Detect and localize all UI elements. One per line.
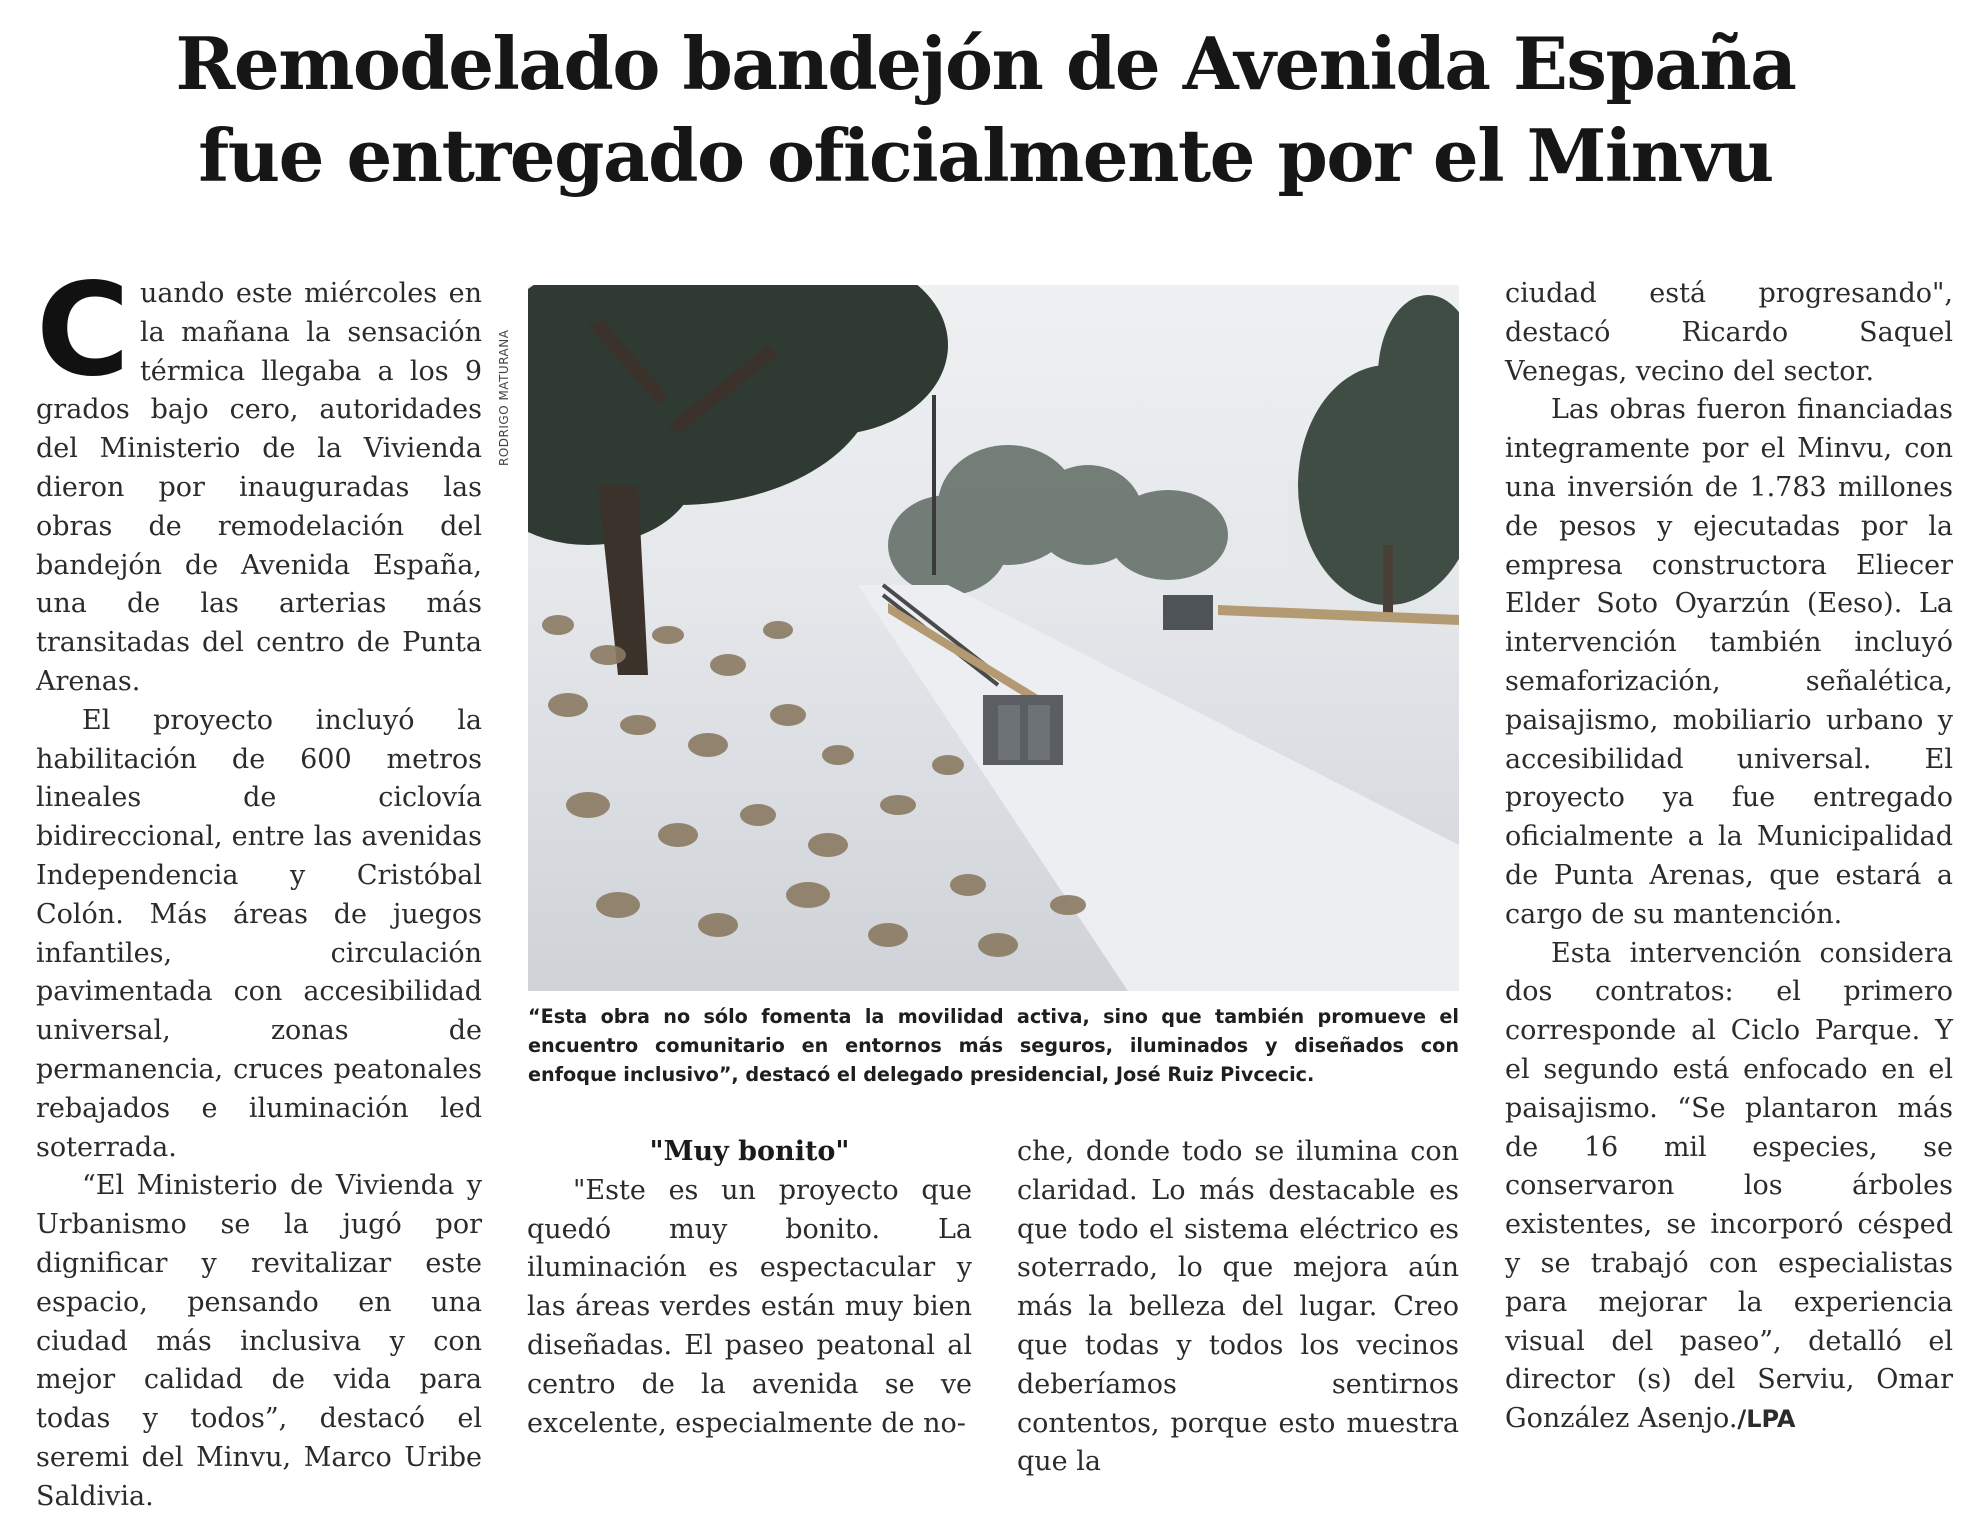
photo-caption: “Esta obra no sólo fomenta la movilidad activa, sino que también promueve el encuentro comunitario en entornos más seguros, iluminados y diseñados con enfoque inclusivo”, destacó el delegado presidencial, José Ruiz Pivcecic. <box>528 1005 1459 1086</box>
paragraph-1-text: uando este miércoles en la mañana la sensación térmica llegaba a los 9 grados bajo cero, autoridades del Ministerio de la Vivienda dieron por inauguradas las obras de remodelación del bandejón de Avenida España, una de las arterias más transitadas del centro de Punta Arenas. <box>36 278 482 697</box>
subhead: "Muy bonito" <box>649 1136 850 1167</box>
snowy-park-illustration <box>528 285 1459 991</box>
drop-cap: C <box>36 256 130 405</box>
paragraph-6 <box>1505 935 1953 1439</box>
article-column-4 <box>1505 275 1953 1439</box>
headline-line-1: Remodelado bandejón de Avenida España <box>175 21 1796 106</box>
paragraph-5: Las obras fueron financiadas integramente por el Minvu, con una inversión de 1.783 millones de pesos y ejecutadas por la empresa constructora Eliecer Elder Soto Oyarzún (Eeso). La intervención también incluyó semaforización, señalética, paisajismo, mobiliario urbano y accesibilidad universal. El proyecto ya fue entregado oficialmente a la Municipalidad de Punta Arenas, que estará a cargo de su mantención. <box>1505 394 1953 930</box>
article-column-2 <box>527 1133 972 1443</box>
headline-line-2: fue entregado oficialmente por el Minvu <box>198 113 1773 198</box>
photo-credit: RODRIGO MATURANA <box>497 329 511 466</box>
article-column-1 <box>36 256 482 1517</box>
article-photo <box>528 285 1459 991</box>
article-column-3 <box>1017 1133 1459 1482</box>
paragraph-1 <box>36 256 482 702</box>
paragraph-4-continued: che, donde todo se ilumina con claridad. Lo más destacable es que todo el sistema eléctrico es soterrado, lo que mejora aún más la belleza del lugar. Creo que todas y todos los vecinos deberíamos sentirnos contentos, porque esto muestra que la <box>1017 1136 1459 1478</box>
paragraph-3: “El Ministerio de Vivienda y Urbanismo se la jugó por dignificar y revitalizar este espacio, pensando en una ciudad más inclusiva y con mejor calidad de vida para todas y todos”, destacó el seremi del Minvu, Marco Uribe Saldivia. <box>36 1170 482 1512</box>
paragraph-4-end: ciudad está progresando", destacó Ricardo Saquel Venegas, vecino del sector. <box>1505 278 1953 387</box>
paragraph-2: El proyecto incluyó la habilitación de 600 metros lineales de ciclovía bidireccional, entre las avenidas Independencia y Cristóbal Colón. Más áreas de juegos infantiles, circulación pavimentada con accesibilidad universal, zonas de permanencia, cruces peatonales rebajados e iluminación led soterrada. <box>36 704 482 1163</box>
signature: /LPA <box>1737 1405 1796 1434</box>
paragraph-6-text: Esta intervención considera dos contratos: el primero corresponde al Ciclo Parque. Y el segundo está enfocado en el paisajismo. “Se plantaron más de 16 mil especies, se conservaron los árboles existentes, se incorporó césped y se trabajó con especialistas para mejorar la experiencia visual del paseo”, detalló el director (s) del Serviu, Omar González Asenjo. <box>1505 937 1953 1435</box>
paragraph-4: "Este es un proyecto que quedó muy bonito. La iluminación es espectacular y las áreas verdes están muy bien diseñadas. El paseo peatonal al centro de la avenida se ve excelente, especialmente de no- <box>527 1174 972 1439</box>
headline <box>40 18 1931 202</box>
